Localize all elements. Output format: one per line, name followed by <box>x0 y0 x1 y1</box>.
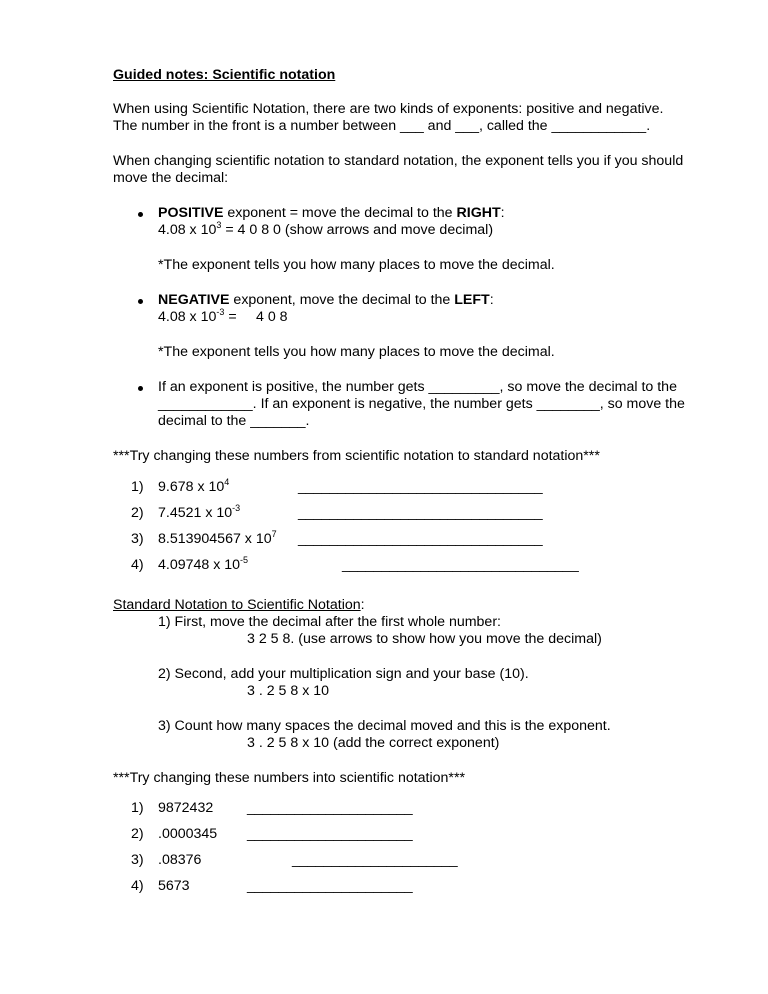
practice-1-item-number: 3) <box>131 531 144 547</box>
practice-2-item-value: 9872432 <box>158 800 214 816</box>
practice-2-item-number: 1) <box>131 800 144 816</box>
third-bullet-line-2: ____________. If an exponent is negative, the number gets ________, so move the <box>158 396 685 412</box>
negative-rule: NEGATIVE exponent, move the decimal to the LEFT: <box>158 292 494 308</box>
bullet-icon <box>138 212 143 217</box>
third-bullet-line-1: If an exponent is positive, the number gets _________, so move the decimal to the <box>158 379 677 395</box>
practice-2-item-value: .08376 <box>158 852 202 868</box>
practice-1-answer-blank[interactable]: _______________________________ <box>298 505 543 521</box>
positive-example: 4.08 x $10^3 = 4$ 0 8 0 (show arrows and move decimal) <box>158 220 494 238</box>
practice-1-answer-blank[interactable]: ______________________________ <box>342 557 579 573</box>
standard-step-2-example: 3 . 2 5 8 x 10 <box>247 683 330 699</box>
practice-1-answer-blank[interactable]: _______________________________ <box>298 479 543 495</box>
practice-2-answer-blank[interactable]: _____________________ <box>247 826 413 842</box>
practice-2-item-value: 5673 <box>158 878 190 894</box>
negative-note: *The exponent tells you how many places to move the decimal. <box>158 344 555 360</box>
practice-2-item-number: 2) <box>131 826 144 842</box>
practice-1-item-number: 2) <box>131 505 144 521</box>
practice-2-answer-blank[interactable]: _____________________ <box>247 800 413 816</box>
practice-1-item-expression: 7.4521 x $10^{-3}$ <box>158 503 241 521</box>
changing-line-1: When changing scientific notation to standard notation, the exponent tells you if you should <box>113 153 684 169</box>
positive-rule: POSITIVE exponent = move the decimal to the RIGHT: <box>158 205 505 221</box>
practice-1-item-expression: 9.678 x $10^4$ <box>158 477 230 495</box>
third-bullet-line-3: decimal to the _______. <box>158 413 310 429</box>
practice-1-item-number: 4) <box>131 557 144 573</box>
standard-step-1-example: 3 2 5 8. (use arrows to show how you move the decimal) <box>247 631 602 647</box>
intro-line-1: When using Scientific Notation, there are two kinds of exponents: positive and negative. <box>113 101 664 117</box>
standard-heading: Standard Notation to Scientific Notation: <box>113 597 365 613</box>
standard-step-2: 2) Second, add your multiplication sign and your base (10). <box>158 666 529 682</box>
standard-step-3: 3) Count how many spaces the decimal moved and this is the exponent. <box>158 718 611 734</box>
changing-line-2: move the decimal: <box>113 170 229 186</box>
negative-example: 4.08 x $10^{-3}$ = <box>158 307 237 325</box>
intro-line-2: The number in the front is a number between ___ and ___, called the ____________. <box>113 118 651 134</box>
bullet-icon <box>138 299 143 304</box>
practice-2-item-number: 4) <box>131 878 144 894</box>
practice-2-item-value: .0000345 <box>158 826 218 842</box>
practice-1-item-expression: 8.513904567 x $10^7$ <box>158 529 277 547</box>
practice-2-item-number: 3) <box>131 852 144 868</box>
practice-1-answer-blank[interactable]: _______________________________ <box>298 531 543 547</box>
positive-note: *The exponent tells you how many places to move the decimal. <box>158 257 555 273</box>
page-title: Guided notes: Scientific notation <box>113 67 336 83</box>
practice-1-item-number: 1) <box>131 479 144 495</box>
bullet-icon <box>138 386 143 391</box>
practice-2-heading: ***Try changing these numbers into scientific notation*** <box>113 770 465 786</box>
practice-2-answer-blank[interactable]: _____________________ <box>292 852 458 868</box>
practice-1-item-expression: 4.09748 x $10^{-5}$ <box>158 555 249 573</box>
standard-step-3-example: 3 . 2 5 8 x 10 (add the correct exponent) <box>247 735 500 751</box>
practice-1-heading: ***Try changing these numbers from scientific notation to standard notation*** <box>113 448 600 464</box>
practice-2-answer-blank[interactable]: _____________________ <box>247 878 413 894</box>
negative-example-digits: 4 0 8 <box>256 309 288 325</box>
standard-step-1: 1) First, move the decimal after the first whole number: <box>158 614 501 630</box>
